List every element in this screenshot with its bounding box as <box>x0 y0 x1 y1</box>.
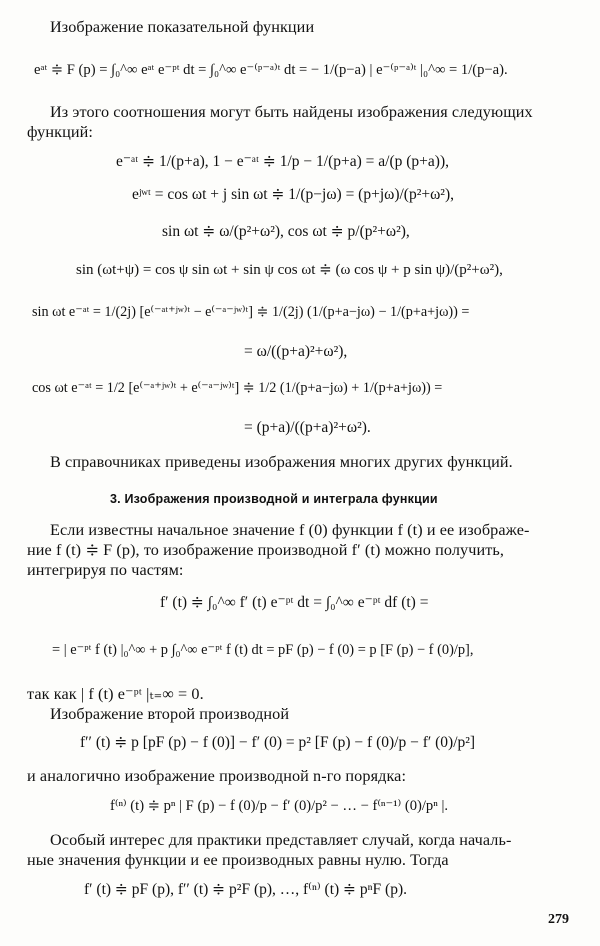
formula-damped-sin: sin ωt e⁻ᵃᵗ = 1/(2j) [e⁽⁻ᵃᵗ⁺ʲʷ⁾ᵗ − e⁽⁻ᵃ⁻ʲʷ⁾ᵗ] ≑ 1/(2j) (1/(p+a−jω) − 1/(p+a+jω)) = <box>32 304 470 320</box>
paragraph-line: Изображение второй производной <box>50 705 290 723</box>
formula-zero-initial: f′ (t) ≑ pF (p), f′′ (t) ≑ p²F (p), …, f⁽ⁿ⁾ (t) ≑ pⁿF (p). <box>84 881 407 898</box>
formula-derivative: f′ (t) ≑ ∫₀^∞ f′ (t) e⁻ᵖᵗ dt = ∫₀^∞ e⁻ᵖᵗ df (t) = <box>160 594 429 611</box>
paragraph-line: В справочниках приведены изображения многих других функций. <box>50 453 513 471</box>
formula-damped-cos-result: = (p+a)/((p+a)²+ω²). <box>244 419 371 436</box>
paragraph-line: ные значения функции и ее производных равны нулю. Тогда <box>27 851 449 869</box>
page-number: 279 <box>548 912 569 927</box>
paragraph-line: Из этого соотношения могут быть найдены изображения следующих <box>50 103 533 121</box>
formula-sin-shift: sin (ωt+ψ) = cos ψ sin ωt + sin ψ cos ωt ≑ (ω cos ψ + p sin ψ)/(p²+ω²), <box>76 262 503 278</box>
formula-nth-derivative: f⁽ⁿ⁾ (t) ≑ pⁿ | F (p) − f (0)/p − f′ (0)/p² − … − f⁽ⁿ⁻¹⁾ (0)/pⁿ |. <box>110 798 449 814</box>
paragraph-line: так как | f (t) e⁻ᵖᵗ |ₜ₌∞ = 0. <box>27 685 204 703</box>
formula-derivative-parts: = | e⁻ᵖᵗ f (t) |₀^∞ + p ∫₀^∞ e⁻ᵖᵗ f (t) dt = pF (p) − f (0) = p [F (p) − f (0)/p], <box>52 642 474 658</box>
formula-sin-cos: sin ωt ≑ ω/(p²+ω²), cos ωt ≑ p/(p²+ω²), <box>162 223 410 240</box>
section-heading: 3. Изображения производной и интеграла функции <box>110 492 438 506</box>
formula-damped-cos: cos ωt e⁻ᵃᵗ = 1/2 [e⁽⁻ᵃ⁺ʲʷ⁾ᵗ + e⁽⁻ᵃ⁻ʲʷ⁾ᵗ] ≑ 1/2 (1/(p+a−jω) + 1/(p+a+jω)) = <box>32 380 443 396</box>
intro-text: Изображение показательной функции <box>50 18 315 36</box>
paragraph-line: интегрируя по частям: <box>27 561 184 579</box>
paragraph-line: и аналогично изображение производной n-го порядка: <box>27 767 407 785</box>
formula-complex-exp: eʲʷᵗ = cos ωt + j sin ωt ≑ 1/(p−jω) = (p+jω)/(p²+ω²), <box>132 186 454 203</box>
formula-damped-sin-result: = ω/((p+a)²+ω²), <box>244 343 348 360</box>
formula-second-derivative: f′′ (t) ≑ p [pF (p) − f (0)] − f′ (0) = p² [F (p) − f (0)/p − f′ (0)/p²] <box>80 734 476 751</box>
formula-exponential: eᵃᵗ ≑ F (p) = ∫₀^∞ eᵃᵗ e⁻ᵖᵗ dt = ∫₀^∞ e⁻⁽ᵖ⁻ᵃ⁾ᵗ dt = − 1/(p−a) | e⁻⁽ᵖ⁻ᵃ⁾ᵗ |₀^∞ = 1/(p−a). <box>34 62 508 78</box>
paragraph-line: функций: <box>27 123 93 141</box>
paragraph-line: Если известны начальное значение f (0) функции f (t) и ее изображе- <box>50 521 530 539</box>
paragraph-line: Особый интерес для практики представляет случай, когда началь- <box>50 831 512 849</box>
formula-exp-decay: e⁻ᵃᵗ ≑ 1/(p+a), 1 − e⁻ᵃᵗ ≑ 1/p − 1/(p+a) = a/(p (p+a)), <box>116 153 449 170</box>
paragraph-line: ние f (t) ≑ F (p), то изображение производной f′ (t) можно получить, <box>27 541 505 559</box>
